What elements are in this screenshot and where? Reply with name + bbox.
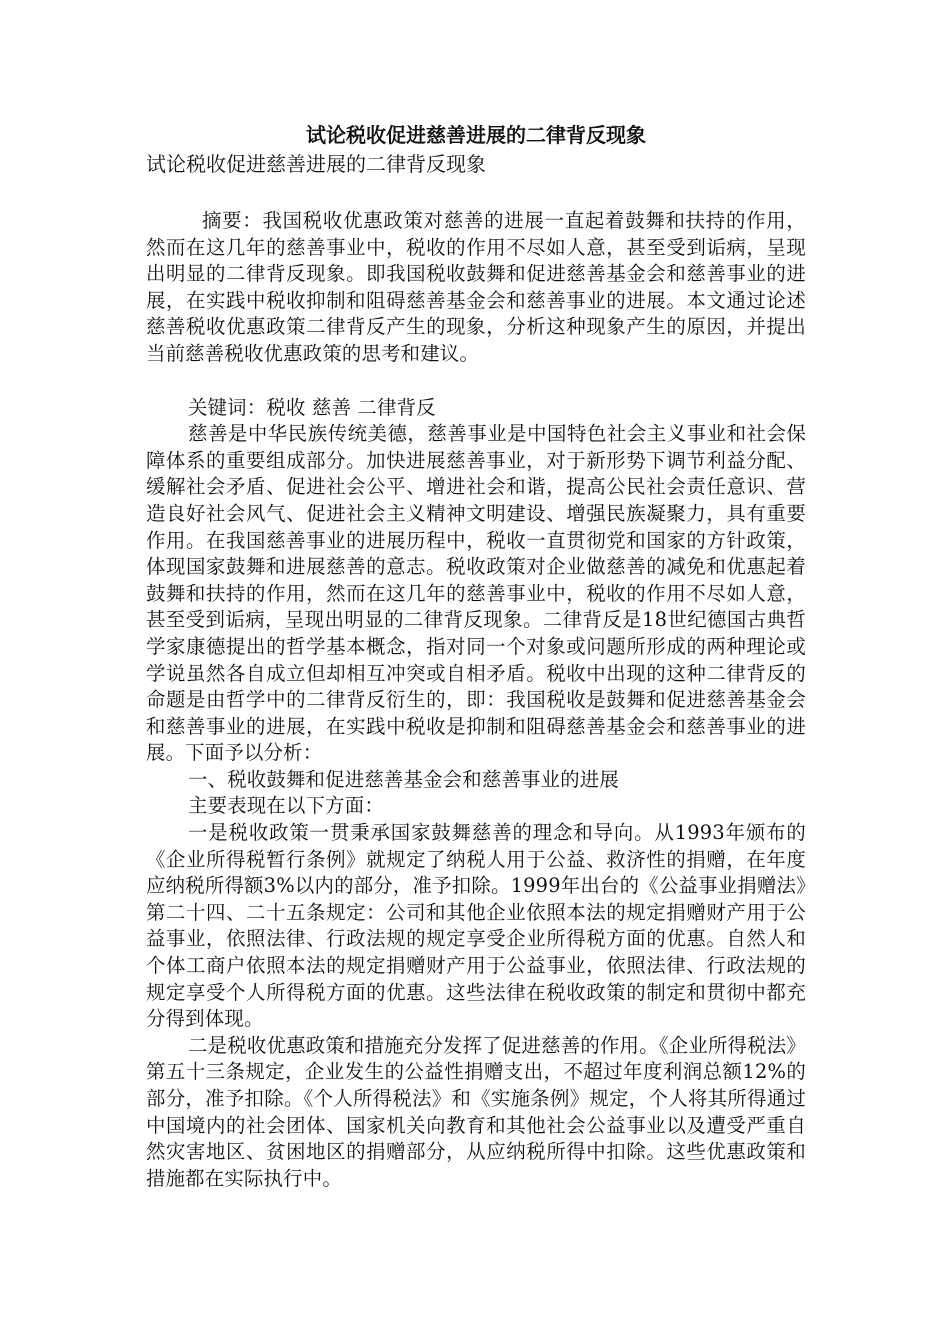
abstract-paragraph: 摘要：我国税收优惠政策对慈善的进展一直起着鼓舞和扶持的作用，然而在这几年的慈善事业中，税收的作用不尽如人意，甚至受到诟病，呈现出明显的二律背反现象。即我国税收鼓舞和促进慈善基金会和慈善事业的进展，在实践中税收抑制和阻碍慈善基金会和慈善事业的进展。本文通过论述慈善税收优惠政策二律背反产生的现象，分析这种现象产生的原因，并提出当前慈善税收优惠政策的思考和建议。	[146, 209, 806, 365]
keywords-line: 关键词：税收 慈善 二律背反	[188, 395, 436, 419]
body-paragraph: 慈善是中华民族传统美德，慈善事业是中国特色社会主义事业和社会保障体系的重要组成部分。加快进展慈善事业，对于新形势下调节利益分配、缓解社会矛盾、促进社会公平、增进社会和谐，提高公民社会责任意识、营造良好社会风气、促进社会主义精神文明建设、增强民族凝聚力，具有重要作用。在我国慈善事业的进展历程中，税收一直贯彻党和国家的方针政策，体现国家鼓舞和进展慈善的意志。税收政策对企业做慈善的减免和优惠起着鼓舞和扶持的作用，然而在这几年的慈善事业中，税收的作用不尽如人意，甚至受到诟病，呈现出明显的二律背反现象。二律背反是18世纪德国古典哲学家康德提出的哲学基本概念，指对同一个对象或问题所形成的两种理论或学说虽然各自成立但却相互冲突或自相矛盾。税收中出现的这种二律背反的命题是由哲学中的二律背反衍生的，即：我国税收是鼓舞和促进慈善基金会和慈善事业的进展，在实践中税收是抑制和阻碍慈善基金会和慈善事业的进展。下面予以分析：	[146, 422, 806, 765]
body-paragraph: 一是税收政策一贯秉承国家鼓舞慈善的理念和导向。从1993年颁布的《企业所得税暂行条例》就规定了纳税人用于公益、救济性的捐赠，在年度应纳税所得额3%以内的部分，准予扣除。1999年出台的《公益事业捐赠法》第二十四、二十五条规定：公司和其他企业依照本法的规定捐赠财产用于公益事业，依照法律、行政法规的规定享受企业所得税方面的优惠。自然人和个体工商户依照本法的规定捐赠财产用于公益事业，依照法律、行政法规的规定享受个人所得税方面的优惠。这些法律在税收政策的制定和贯彻中都充分得到体现。	[146, 821, 806, 1031]
spacer	[146, 178, 806, 208]
document-page	[146, 120, 806, 1192]
section-heading: 一、税收鼓舞和促进慈善基金会和慈善事业的进展	[188, 767, 619, 791]
body-paragraph: 主要表现在以下方面：	[188, 794, 384, 818]
document-title: 试论税收促进慈善进展的二律背反现象	[306, 123, 646, 147]
document-subtitle: 试论税收促进慈善进展的二律背反现象	[146, 152, 486, 176]
body-paragraph: 二是税收优惠政策和措施充分发挥了促进慈善的作用。《企业所得税法》第五十三条规定，企业发生的公益性捐赠支出，不超过年度利润总额12%的部分，准予扣除。《个人所得税法》和《实施条例》规定，个人将其所得通过中国境内的社会团体、国家机关向教育和其他社会公益事业以及遭受严重自然灾害地区、贫困地区的捐赠部分，从应纳税所得中扣除。这些优惠政策和措施都在实际执行中。	[146, 1033, 806, 1190]
spacer	[146, 368, 806, 395]
